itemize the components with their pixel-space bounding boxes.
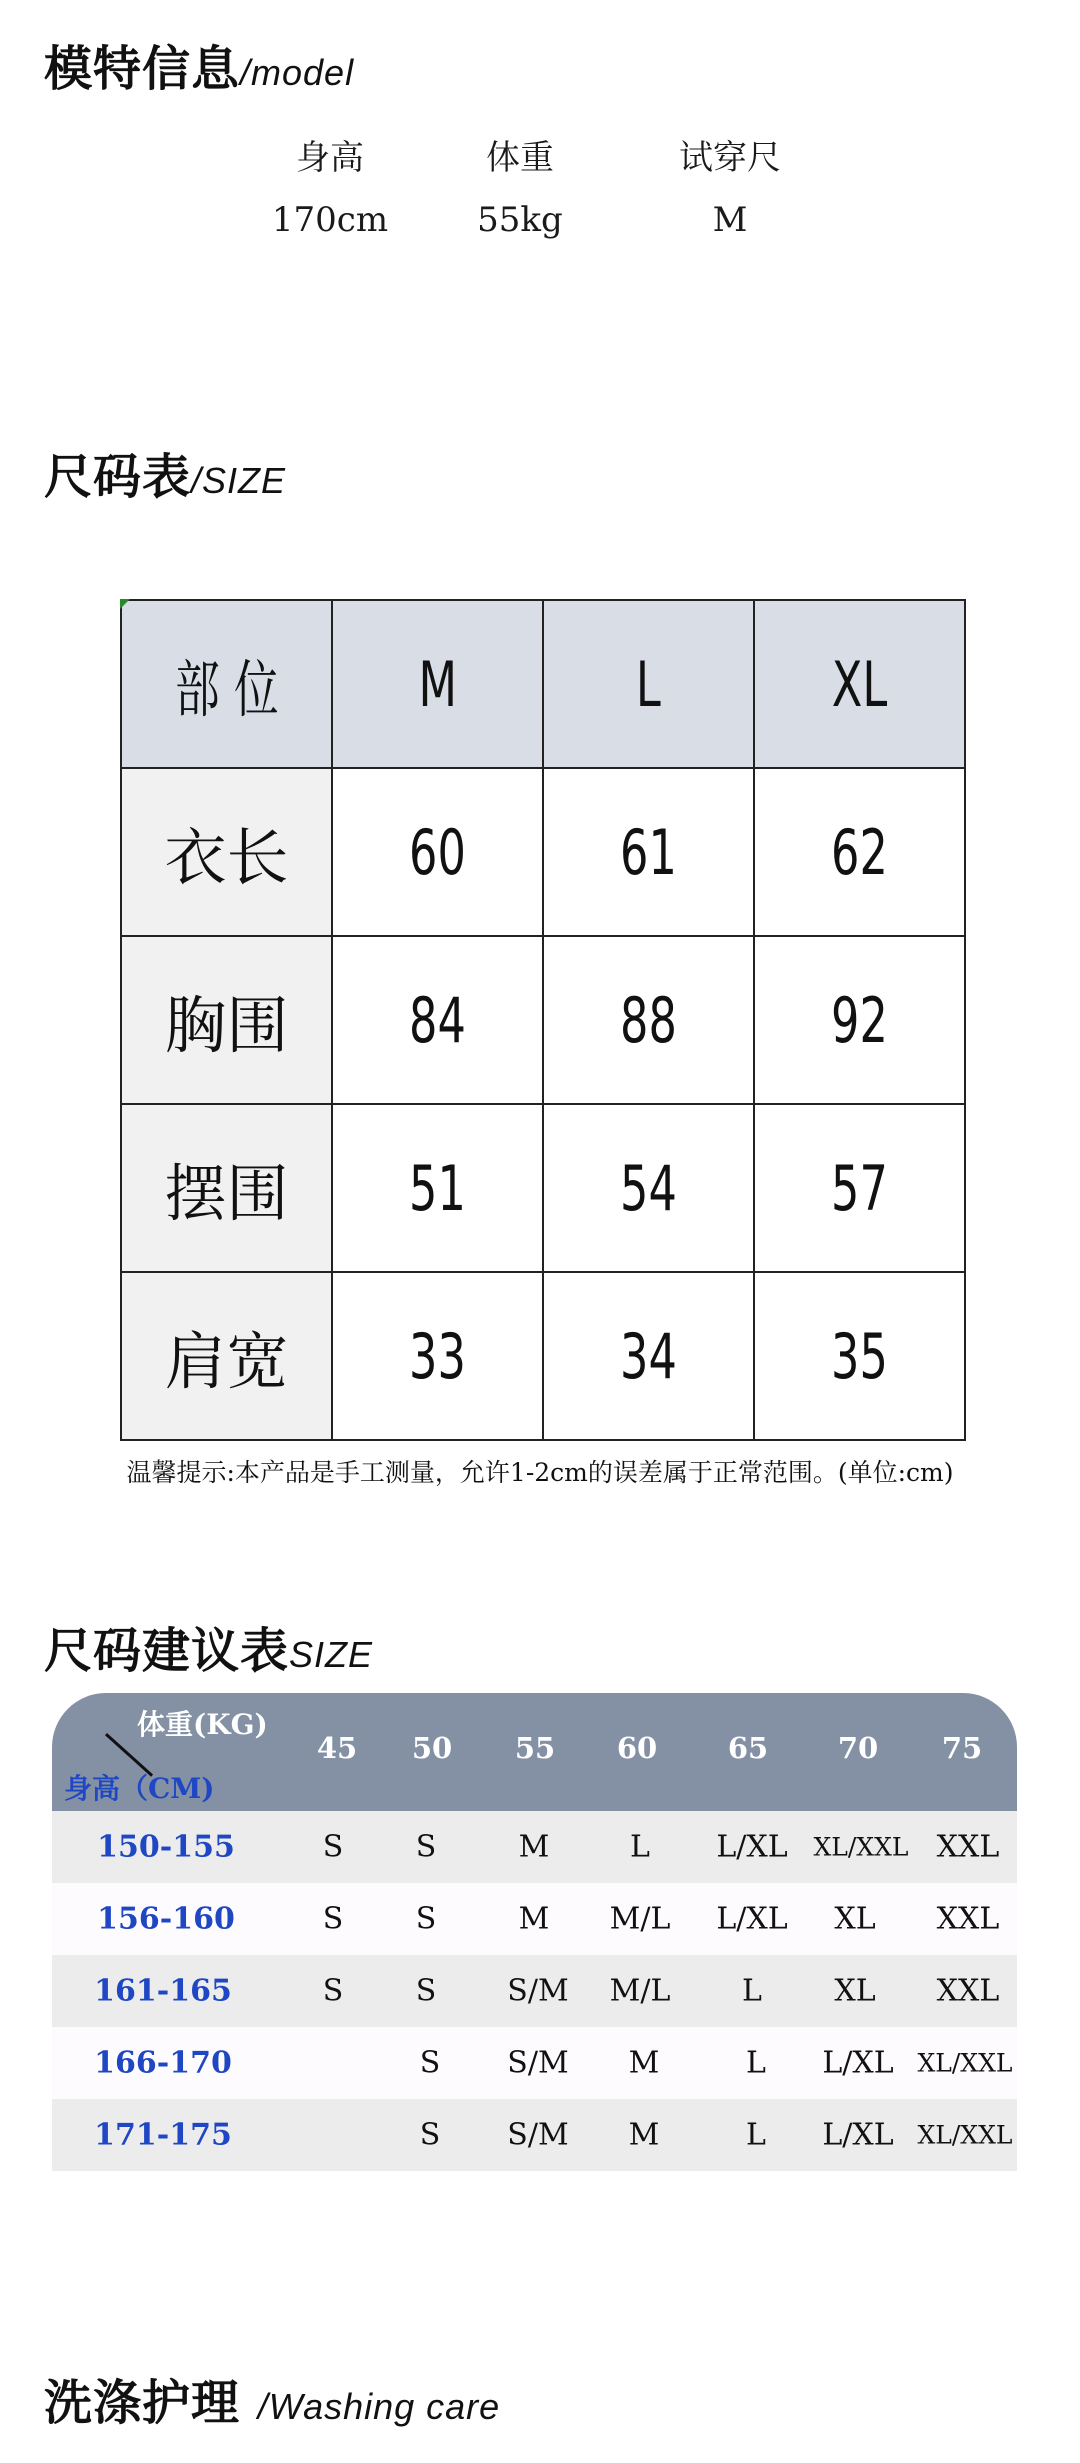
- height-range: 161-165: [94, 1973, 232, 2009]
- size-chart-cell: 51: [332, 1104, 543, 1272]
- size-cell: S/M: [507, 1973, 569, 2009]
- size-cell: XL: [834, 1973, 876, 2009]
- table-corner-marker: [120, 599, 130, 609]
- size-chart-row-label: 肩宽: [121, 1272, 332, 1440]
- size-chart-row-shoulder: [121, 1272, 965, 1440]
- size-cell: S: [419, 2117, 441, 2153]
- size-cell: L/XL: [716, 1901, 788, 1937]
- model-value-height: 170cm: [271, 200, 389, 240]
- size-chart-row-label: 衣长: [121, 768, 332, 936]
- size-cell: L: [630, 1829, 650, 1865]
- size-chart-cell: 84: [332, 936, 543, 1104]
- recommendation-row: [52, 1883, 1017, 1955]
- size-recommendation-table: [52, 1693, 1017, 2171]
- size-cell: M: [518, 1829, 550, 1865]
- washing-title-zh: 洗涤护理: [44, 2375, 241, 2431]
- model-section-title: [44, 30, 354, 99]
- size-cell: L/XL: [822, 2117, 894, 2153]
- weight-axis-label: 体重(KG): [137, 1708, 268, 1741]
- recommend-title-zh: 尺码建议表: [44, 1623, 290, 1679]
- height-range: 150-155: [97, 1829, 235, 1865]
- size-cell: XXL: [936, 1901, 1000, 1937]
- recommend-section-title: [44, 1612, 373, 1681]
- size-cell: S: [322, 1973, 344, 2009]
- model-header-size: 试穿尺: [679, 138, 781, 178]
- size-chart-cell: 92: [754, 936, 965, 1104]
- size-chart-header-xl: XL: [754, 600, 965, 768]
- size-cell: M: [628, 2117, 660, 2153]
- size-cell: L/XL: [716, 1829, 788, 1865]
- height-range: 171-175: [94, 2117, 232, 2153]
- size-cell: M/L: [609, 1973, 671, 2009]
- height-range: 166-170: [94, 2045, 232, 2081]
- recommend-title-en: SIZE: [289, 1634, 374, 1675]
- size-cell: L: [742, 1973, 762, 2009]
- size-cell: S: [415, 1973, 437, 2009]
- height-axis-label: 身高（CM): [64, 1772, 215, 1805]
- recommendation-row: [52, 1955, 1017, 2027]
- height-range: 156-160: [97, 1901, 235, 1937]
- model-title-en: /model: [240, 52, 355, 93]
- size-cell: L/XL: [822, 2045, 894, 2081]
- model-value-row: [260, 200, 810, 240]
- size-chart-row-chest: [121, 936, 965, 1104]
- size-chart-row-length: [121, 768, 965, 936]
- model-title-zh: 模特信息: [44, 41, 241, 97]
- model-header-weight: 体重: [486, 138, 554, 178]
- size-chart-cell: 35: [754, 1272, 965, 1440]
- weight-column-header: 60: [616, 1731, 658, 1765]
- size-chart-header-m: M: [332, 600, 543, 768]
- measurement-note: 温馨提示:本产品是手工测量，允许1-2cm的误差属于正常范围。(单位:cm): [126, 1458, 954, 1487]
- recommendation-row: [52, 1811, 1017, 1883]
- size-cell: XXL: [936, 1973, 1000, 2009]
- size-cell: M/L: [609, 1901, 671, 1937]
- size-chart-header-l: L: [543, 600, 754, 768]
- size-cell: S: [415, 1901, 437, 1937]
- size-chart-cell: 62: [754, 768, 965, 936]
- size-section-title: [44, 438, 286, 507]
- size-cell: XL/XXL: [917, 2048, 1013, 2078]
- model-header-height: 身高: [296, 138, 364, 178]
- washing-title-en: /Washing care: [257, 2386, 501, 2427]
- size-cell: XL: [834, 1901, 876, 1937]
- recommendation-row: [52, 2099, 1017, 2171]
- size-chart-cell: 88: [543, 936, 754, 1104]
- washing-section-title: [44, 2364, 500, 2433]
- weight-column-header: 70: [837, 1731, 879, 1765]
- size-cell: S: [419, 2045, 441, 2081]
- size-cell: S: [322, 1829, 344, 1865]
- size-chart-cell: 60: [332, 768, 543, 936]
- model-value-size: M: [712, 200, 748, 240]
- size-chart-cell: 57: [754, 1104, 965, 1272]
- size-cell: L: [746, 2117, 766, 2153]
- model-header-row: [260, 130, 810, 179]
- size-cell: S: [415, 1829, 437, 1865]
- size-chart-header-row: [121, 600, 965, 768]
- size-title-zh: 尺码表: [44, 449, 192, 505]
- weight-column-header: 75: [941, 1731, 983, 1765]
- weight-column-header: 65: [727, 1731, 769, 1765]
- size-chart-row-label: 胸围: [121, 936, 332, 1104]
- size-title-en: /SIZE: [191, 460, 287, 501]
- size-cell: L: [746, 2045, 766, 2081]
- size-chart-table: [120, 599, 966, 1441]
- size-chart-cell: 61: [543, 768, 754, 936]
- recommendation-header: [52, 1693, 1017, 1811]
- size-cell: XL/XXL: [917, 2120, 1013, 2150]
- weight-column-header: 50: [411, 1731, 453, 1765]
- size-cell: XXL: [936, 1829, 1000, 1865]
- size-chart-corner-cell: 部 位: [121, 600, 332, 768]
- size-chart-row-label: 摆围: [121, 1104, 332, 1272]
- size-chart-row-hem: [121, 1104, 965, 1272]
- size-chart-cell: 34: [543, 1272, 754, 1440]
- size-cell: XL/XXL: [813, 1832, 909, 1862]
- model-value-weight: 55kg: [477, 200, 563, 240]
- size-cell: S: [322, 1901, 344, 1937]
- size-cell: S/M: [507, 2117, 569, 2153]
- size-chart-cell: 33: [332, 1272, 543, 1440]
- size-cell: S/M: [507, 2045, 569, 2081]
- size-cell: M: [628, 2045, 660, 2081]
- recommendation-row: [52, 2027, 1017, 2099]
- size-cell: M: [518, 1901, 550, 1937]
- weight-column-header: 55: [514, 1731, 556, 1765]
- weight-column-header: 45: [316, 1731, 358, 1765]
- size-chart-cell: 54: [543, 1104, 754, 1272]
